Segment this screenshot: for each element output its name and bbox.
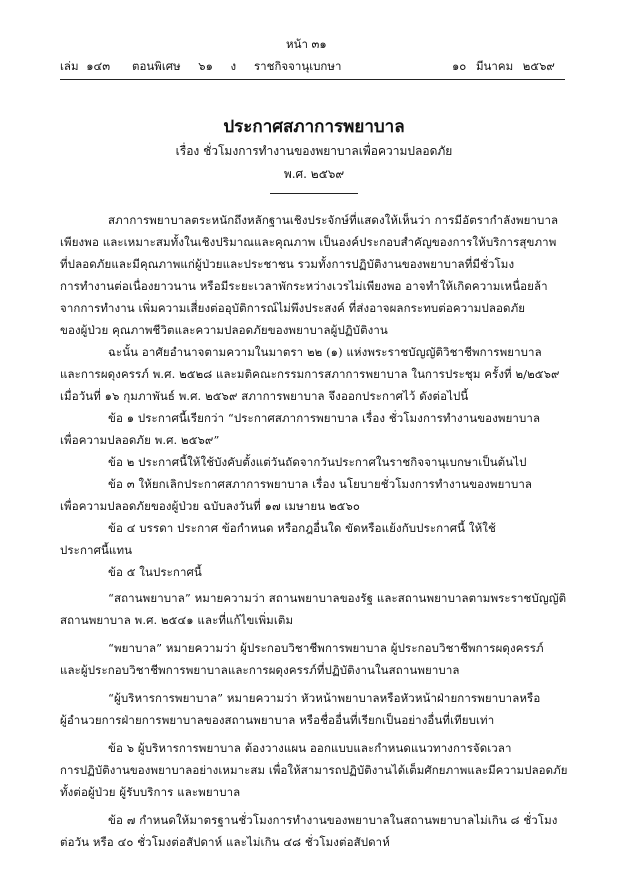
gazette-name: ราชกิจจานุเบกษา [254,59,342,73]
body-line: และการผดุงครรภ์ พ.ศ. ๒๕๒๘ และมติคณะกรรมการสภาการพยาบาล ในการประชุม ครั้งที่ ๒/๒๕๖๙ [60,367,560,381]
clause-3: ข้อ ๓ ให้ยกเลิกประกาศสภาการพยาบาล เรื่อง นโยบายชั่วโมงการทำงานของพยาบาล [108,477,533,491]
clause-2: ข้อ ๒ ประกาศนี้ให้ใช้บังคับตั้งแต่วันถัดจากวันประกาศในราชกิจจานุเบกษาเป็นต้นไป [108,455,527,469]
body-line: ประกาศนี้แทน [60,543,133,557]
body-line: ทั้งต่อผู้ป่วย ผู้รับบริการ และพยาบาล [60,785,241,799]
announcement-title: ประกาศสภาการพยาบาล [223,117,405,137]
body-line: ต่อวัน หรือ ๔๐ ชั่วโมงต่อสัปดาห์ และไม่เกิน ๔๘ ชั่วโมงต่อสัปดาห์ [60,835,390,849]
publication-date: ๑๐ มีนาคม ๒๕๖๙ [452,59,555,73]
body-line: สภาการพยาบาลตระหนักถึงหลักฐานเชิงประจักษ์ที่แสดงให้เห็นว่า การมีอัตรากำลังพยาบาล [108,213,559,227]
issue-number: ตอนพิเศษ ๖๑ ง [132,59,237,73]
announcement-subject: เรื่อง ชั่วโมงการทำงานของพยาบาลเพื่อความปลอดภัย [175,144,453,158]
body-line: จากการทำงาน เพิ่มความเสี่ยงต่ออุบัติการณ์ไม่พึงประสงค์ ที่ส่งอาจผลกระทบต่อความปลอดภัย [60,301,526,315]
definition-hospital: “สถานพยาบาล” หมายความว่า สถานพยาบาลของรัฐ และสถานพยาบาลตามพระราชบัญญัติ [108,591,567,605]
announcement-year: พ.ศ. ๒๕๖๙ [283,167,345,181]
volume-number: เล่ม ๑๔๓ [60,59,111,73]
page-number: หน้า ๓๑ [286,37,327,51]
clause-1: ข้อ ๑ ประกาศนี้เรียกว่า “ประกาศสภาการพยาบาล เรื่อง ชั่วโมงการทำงานของพยาบาล [108,411,541,425]
definition-nurse-administrator: “ผู้บริหารการพยาบาล” หมายความว่า หัวหน้าพยาบาลหรือหัวหน้าฝ่ายการพยาบาลหรือ [108,691,541,705]
body-line: ของผู้ป่วย คุณภาพชีวิตและความปลอดภัยของพยาบาลผู้ปฏิบัติงาน [60,323,388,337]
title-rule [270,193,358,194]
body-line: เมื่อวันที่ ๑๖ กุมภาพันธ์ พ.ศ. ๒๕๖๙ สภาการพยาบาล จึงออกประกาศไว้ ดังต่อไปนี้ [60,389,469,403]
definition-nurse: “พยาบาล” หมายความว่า ผู้ประกอบวิชาชีพการพยาบาล ผู้ประกอบวิชาชีพการผดุงครรภ์ [108,641,544,655]
body-line: ฉะนั้น อาศัยอำนาจตามความในมาตรา ๒๒ (๑) แห่งพระราชบัญญัติวิชาชีพการพยาบาล [108,345,542,359]
body-line: เพื่อความปลอดภัยของผู้ป่วย ฉบับลงวันที่ ๑๗ เมษายน ๒๕๖๐ [60,499,360,513]
body-line: ผู้อำนวยการฝ่ายการพยาบาลของสถานพยาบาล หรือชื่ออื่นที่เรียกเป็นอย่างอื่นที่เทียบเท่า [60,713,495,727]
body-line: และผู้ประกอบวิชาชีพการพยาบาลและการผดุงครรภ์ที่ปฏิบัติงานในสถานพยาบาล [60,663,460,677]
clause-6: ข้อ ๖ ผู้บริหารการพยาบาล ต้องวางแผน ออกแบบและกำหนดแนวทางการจัดเวลา [108,741,512,755]
body-line: การทำงานต่อเนื่องยาวนาน หรือมีระยะเวลาพักระหว่างเวรไม่เพียงพอ อาจทำให้เกิดความเหนื่อยล้า [60,279,548,293]
body-line: สถานพยาบาล พ.ศ. ๒๕๔๑ และที่แก้ไขเพิ่มเติม [60,613,294,627]
body-line: เพียงพอ และเหมาะสมทั้งในเชิงปริมาณและคุณภาพ เป็นองค์ประกอบสำคัญของการให้บริการสุขภาพ [60,235,557,249]
clause-5: ข้อ ๕ ในประกาศนี้ [108,565,202,579]
body-line: การปฏิบัติงานของพยาบาลอย่างเหมาะสม เพื่อให้สามารถปฏิบัติงานได้เต็มศักยภาพและมีความปลอดภัย [60,763,568,777]
body-line: ที่ปลอดภัยและมีคุณภาพแก่ผู้ป่วยและประชาชน รวมทั้งการปฏิบัติงานของพยาบาลที่มีชั่วโมง [60,257,515,271]
clause-4: ข้อ ๔ บรรดา ประกาศ ข้อกำหนด หรือกฎอื่นใด ขัดหรือแย้งกับประกาศนี้ ให้ใช้ [108,521,496,535]
body-line: เพื่อความปลอดภัย พ.ศ. ๒๕๖๙” [60,433,220,447]
clause-7: ข้อ ๗ กำหนดให้มาตรฐานชั่วโมงการทำงานของพยาบาลในสถานพยาบาลไม่เกิน ๘ ชั่วโมง [108,813,558,827]
header-rule [60,79,565,80]
